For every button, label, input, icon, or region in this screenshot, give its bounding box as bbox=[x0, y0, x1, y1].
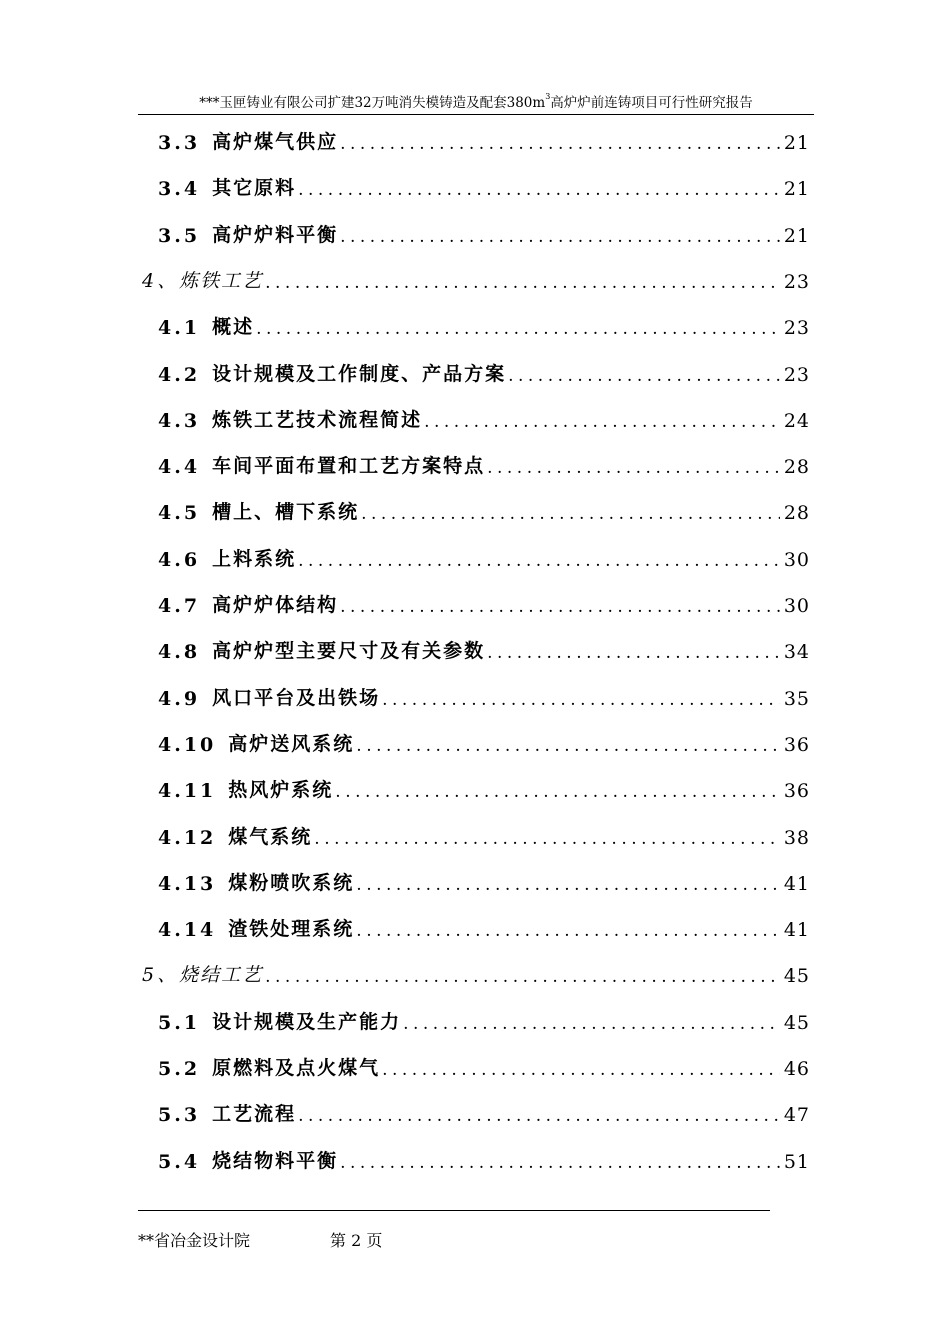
toc-entry-page-number: 21 bbox=[783, 224, 810, 247]
toc-entry-page-number: 28 bbox=[783, 502, 810, 525]
toc-entry-number: 3.3 bbox=[158, 132, 201, 154]
toc-section-entry[interactable] bbox=[158, 170, 810, 200]
page-footer bbox=[138, 1228, 382, 1251]
toc-section-entry[interactable] bbox=[158, 587, 810, 617]
toc-entry-number: 4.4 bbox=[158, 456, 201, 479]
toc-dot-leader bbox=[314, 829, 780, 849]
toc-section-entry[interactable] bbox=[158, 865, 810, 895]
toc-entry-page-number: 23 bbox=[783, 317, 810, 340]
toc-dot-leader bbox=[340, 1153, 780, 1173]
toc-entry-page-number: 45 bbox=[783, 965, 810, 988]
toc-entry-number: 4、 bbox=[142, 269, 180, 292]
toc-entry-number: 4.6 bbox=[158, 548, 201, 571]
toc-dot-leader bbox=[403, 1014, 780, 1034]
toc-entry-number: 5.2 bbox=[158, 1058, 201, 1080]
toc-section-entry[interactable] bbox=[158, 1004, 810, 1034]
toc-entry-title: 高炉炉型主要尺寸及有关参数 bbox=[212, 640, 486, 663]
toc-entry-title: 槽上、槽下系统 bbox=[212, 501, 360, 524]
toc-dot-leader bbox=[356, 736, 780, 756]
toc-entry-title: 烧结工艺 bbox=[179, 964, 264, 987]
toc-entry-number: 4.9 bbox=[158, 687, 201, 710]
toc-entry-page-number: 21 bbox=[783, 132, 810, 154]
toc-section-entry[interactable] bbox=[158, 1050, 810, 1080]
toc-entry-title: 风口平台及出铁场 bbox=[212, 686, 381, 709]
toc-section-entry[interactable] bbox=[158, 633, 810, 663]
toc-entry-title: 高炉炉料平衡 bbox=[212, 223, 339, 246]
toc-entry-title: 煤粉喷吹系统 bbox=[228, 871, 355, 894]
toc-entry-number: 4.7 bbox=[158, 595, 201, 617]
toc-entry-title: 渣铁处理系统 bbox=[228, 918, 355, 941]
toc-entry-title: 设计规模及工作制度、产品方案 bbox=[212, 362, 507, 385]
toc-chapter-entry[interactable] bbox=[142, 263, 810, 293]
toc-entry-title: 烧结物料平衡 bbox=[212, 1149, 339, 1172]
toc-entry-title: 高炉炉体结构 bbox=[212, 594, 339, 616]
header-title-suffix: 高炉炉前连铸项目可行性研究报告 bbox=[550, 95, 753, 111]
toc-entry-page-number: 24 bbox=[783, 409, 810, 432]
toc-section-entry[interactable] bbox=[158, 541, 810, 571]
toc-dot-leader bbox=[356, 875, 780, 895]
toc-dot-leader bbox=[487, 458, 780, 478]
header-title-superscript: 3 bbox=[545, 92, 551, 101]
toc-entry-title: 工艺流程 bbox=[212, 1103, 297, 1126]
toc-entry-title: 原燃料及点火煤气 bbox=[212, 1057, 381, 1079]
toc-entry-number: 5.3 bbox=[158, 1104, 201, 1127]
toc-dot-leader bbox=[335, 782, 780, 802]
toc-entry-number: 5、 bbox=[142, 964, 180, 987]
toc-section-entry[interactable] bbox=[158, 726, 810, 756]
toc-entry-page-number: 21 bbox=[783, 178, 810, 201]
toc-section-entry[interactable] bbox=[158, 448, 810, 478]
toc-entry-page-number: 51 bbox=[783, 1150, 810, 1173]
toc-dot-leader bbox=[265, 967, 780, 987]
toc-dot-leader bbox=[361, 504, 780, 524]
toc-dot-leader bbox=[487, 643, 780, 663]
toc-entry-number: 4.10 bbox=[158, 733, 217, 756]
toc-dot-leader bbox=[382, 1060, 780, 1080]
toc-dot-leader bbox=[340, 134, 780, 154]
footer-page-number: 第 2 页 bbox=[330, 1231, 383, 1250]
toc-entry-title: 高炉煤气供应 bbox=[212, 131, 339, 153]
toc-section-entry[interactable] bbox=[158, 217, 810, 247]
toc-section-entry[interactable] bbox=[158, 1096, 810, 1126]
toc-entry-number: 4.13 bbox=[158, 872, 217, 895]
toc-dot-leader bbox=[265, 273, 780, 293]
toc-dot-leader bbox=[508, 366, 780, 386]
toc-entry-page-number: 38 bbox=[783, 826, 810, 849]
toc-dot-leader bbox=[382, 690, 780, 710]
footer-organization: **省冶金设计院 bbox=[138, 1231, 251, 1250]
toc-entry-title: 热风炉系统 bbox=[228, 779, 334, 802]
toc-entry-title: 其它原料 bbox=[212, 177, 297, 200]
toc-section-entry[interactable] bbox=[158, 680, 810, 710]
toc-section-entry[interactable] bbox=[158, 356, 810, 386]
toc-section-entry[interactable] bbox=[158, 309, 810, 339]
toc-entry-title: 概述 bbox=[212, 316, 255, 339]
toc-entry-number: 4.8 bbox=[158, 641, 201, 664]
toc-dot-leader bbox=[256, 319, 780, 339]
toc-entry-number: 4.2 bbox=[158, 363, 201, 386]
toc-entry-page-number: 45 bbox=[783, 1011, 810, 1034]
toc-section-entry[interactable] bbox=[158, 911, 810, 941]
toc-chapter-entry[interactable] bbox=[142, 957, 810, 987]
toc-entry-number: 4.14 bbox=[158, 919, 217, 942]
toc-dot-leader bbox=[340, 597, 780, 617]
toc-section-entry[interactable] bbox=[158, 819, 810, 849]
toc-entry-title: 设计规模及生产能力 bbox=[212, 1010, 402, 1033]
toc-entry-page-number: 46 bbox=[783, 1058, 810, 1080]
running-header bbox=[138, 92, 814, 115]
toc-entry-page-number: 30 bbox=[783, 548, 810, 571]
toc-dot-leader bbox=[298, 180, 780, 200]
toc-entry-page-number: 36 bbox=[783, 733, 810, 756]
footer-divider bbox=[138, 1210, 770, 1211]
toc-entry-number: 5.1 bbox=[158, 1011, 201, 1034]
toc-dot-leader bbox=[340, 227, 780, 247]
toc-section-entry[interactable] bbox=[158, 1143, 810, 1173]
toc-entry-page-number: 23 bbox=[783, 270, 810, 293]
toc-section-entry[interactable] bbox=[158, 772, 810, 802]
toc-dot-leader bbox=[424, 412, 780, 432]
toc-entry-page-number: 41 bbox=[783, 872, 810, 895]
toc-entry-title: 炼铁工艺 bbox=[179, 269, 264, 292]
toc-entry-number: 4.3 bbox=[158, 409, 201, 432]
toc-entry-title: 煤气系统 bbox=[228, 825, 313, 848]
toc-entry-page-number: 23 bbox=[783, 363, 810, 386]
toc-entry-number: 3.5 bbox=[158, 224, 201, 247]
toc-section-entry[interactable] bbox=[158, 124, 810, 154]
toc-dot-leader bbox=[298, 551, 780, 571]
toc-entry-number: 4.1 bbox=[158, 317, 201, 340]
toc-entry-title: 上料系统 bbox=[212, 547, 297, 570]
toc-entry-number: 4.11 bbox=[158, 780, 217, 803]
toc-entry-number: 3.4 bbox=[158, 178, 201, 201]
toc-entry-page-number: 36 bbox=[783, 780, 810, 803]
toc-entry-page-number: 34 bbox=[783, 641, 810, 664]
toc-entry-page-number: 47 bbox=[783, 1104, 810, 1127]
toc-entry-page-number: 41 bbox=[783, 919, 810, 942]
toc-entry-title: 高炉送风系统 bbox=[228, 732, 355, 755]
toc-entry-title: 炼铁工艺技术流程简述 bbox=[212, 408, 423, 431]
toc-entry-number: 5.4 bbox=[158, 1150, 201, 1173]
toc-entry-number: 4.12 bbox=[158, 826, 217, 849]
toc-entry-title: 车间平面布置和工艺方案特点 bbox=[212, 455, 486, 478]
toc-entry-page-number: 28 bbox=[783, 456, 810, 479]
toc-entry-page-number: 35 bbox=[783, 687, 810, 710]
toc-entry-page-number: 30 bbox=[783, 595, 810, 617]
toc-section-entry[interactable] bbox=[158, 494, 810, 524]
toc-entry-number: 4.5 bbox=[158, 502, 201, 525]
header-title-prefix: ***玉匣铸业有限公司扩建32万吨消失模铸造及配套380m bbox=[199, 95, 546, 111]
toc-dot-leader bbox=[298, 1106, 780, 1126]
toc-section-entry[interactable] bbox=[158, 402, 810, 432]
toc-dot-leader bbox=[356, 921, 780, 941]
